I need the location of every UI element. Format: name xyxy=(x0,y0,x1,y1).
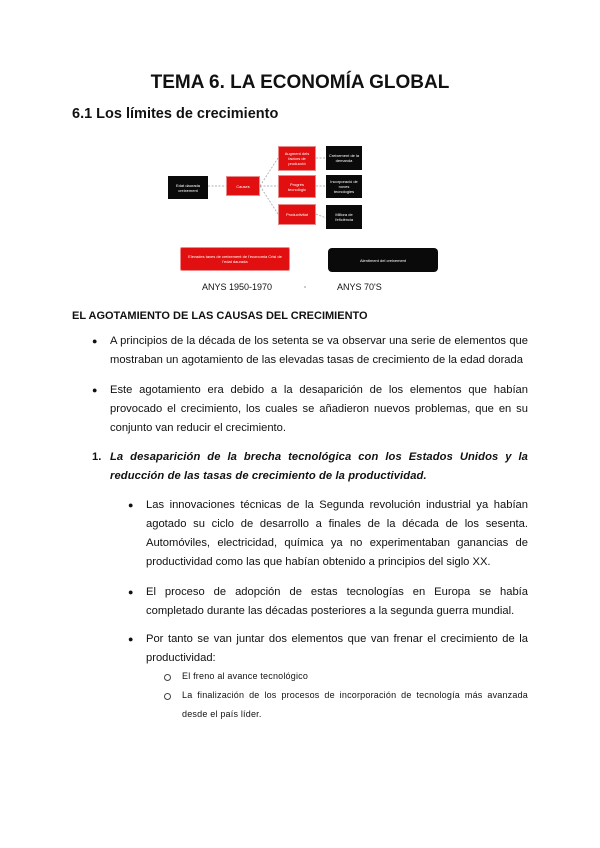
result-box-efficiency: Millora de l'eficiència xyxy=(326,205,362,229)
golden-age-box: Edat daurada creixement xyxy=(168,176,208,199)
period-label-70s: ANYS 70'S xyxy=(337,282,382,292)
sub-bullet-paragraph-1: Las innovaciones técnicas de la Segunda revolución industrial ya habían agotado su ciclo de desarrollo a finales de la década de los sesenta. Automóviles, electricidad, química ya no experimentaban ganancias de productividad como las que habían obtenido a principios del siglo XX. xyxy=(146,499,528,568)
bullet-dot: ● xyxy=(128,587,134,597)
page-title: TEMA 6. LA ECONOMÍA GLOBAL xyxy=(150,72,450,93)
sub-item-1: El freno al avance tecnológico xyxy=(182,671,309,681)
circle-bullet xyxy=(164,674,171,681)
bullet-dot: ● xyxy=(92,385,98,395)
numbered-item-title: La desaparición de la brecha tecnológica con los Estados Unidos y la reducción de las tasas de crecimiento de la productividad. xyxy=(110,451,528,482)
numbered-item-number: 1. xyxy=(92,451,102,463)
section-heading: EL AGOTAMIENTO DE LAS CAUSAS DEL CRECIMIENTO xyxy=(72,310,368,322)
bullet-dot: ● xyxy=(92,336,98,346)
slowdown-box: Alentiment del creixement xyxy=(328,248,438,272)
high-growth-rates-box: Elevades taxes de creixement de l'economia Crisi de l'edat daurada xyxy=(180,247,290,271)
result-box-new-tech: Incorporació de noves tecnologies xyxy=(326,175,362,198)
section-subtitle: 6.1 Los límites de crecimiento xyxy=(72,106,279,122)
separator-dot xyxy=(304,286,306,288)
sub-item-2: La finalización de los procesos de incorporación de tecnología más avanzada desde el país líder. xyxy=(182,690,528,719)
sub-bullet-paragraph-3: Por tanto se van juntar dos elementos que van frenar el crecimiento de la productividad: xyxy=(146,633,528,664)
circle-bullet xyxy=(164,693,171,700)
bullet-dot: ● xyxy=(128,634,134,644)
sub-bullet-paragraph-2: El proceso de adopción de estas tecnologías en Europa se había completado durante las décadas posteriores a la segunda guerra mundial. xyxy=(146,586,528,617)
cause-box-factors: Augment dels factors de producció xyxy=(278,146,316,171)
period-label-1950-1970: ANYS 1950-1970 xyxy=(202,282,273,292)
growth-diagram xyxy=(0,0,600,300)
result-box-demand: Creixement de la demanda xyxy=(326,146,362,170)
bullet-dot: ● xyxy=(128,500,134,510)
bullet-paragraph-2: Este agotamiento era debido a la desaparición de los elementos que habían provocado el crecimiento, los cuales se añadieron nuevos problemas, que en su conjunto van reducir el crecimiento. xyxy=(110,384,528,434)
bullet-paragraph-1: A principios de la década de los setenta se va observar una serie de elementos que mostraban un agotamiento de las elevadas tasas de crecimiento de la edad dorada xyxy=(110,335,528,366)
causes-box: Causes xyxy=(226,176,260,196)
cause-box-productivity: Productivitat xyxy=(278,204,316,225)
cause-box-tech: Progrés tecnològic xyxy=(278,175,316,198)
